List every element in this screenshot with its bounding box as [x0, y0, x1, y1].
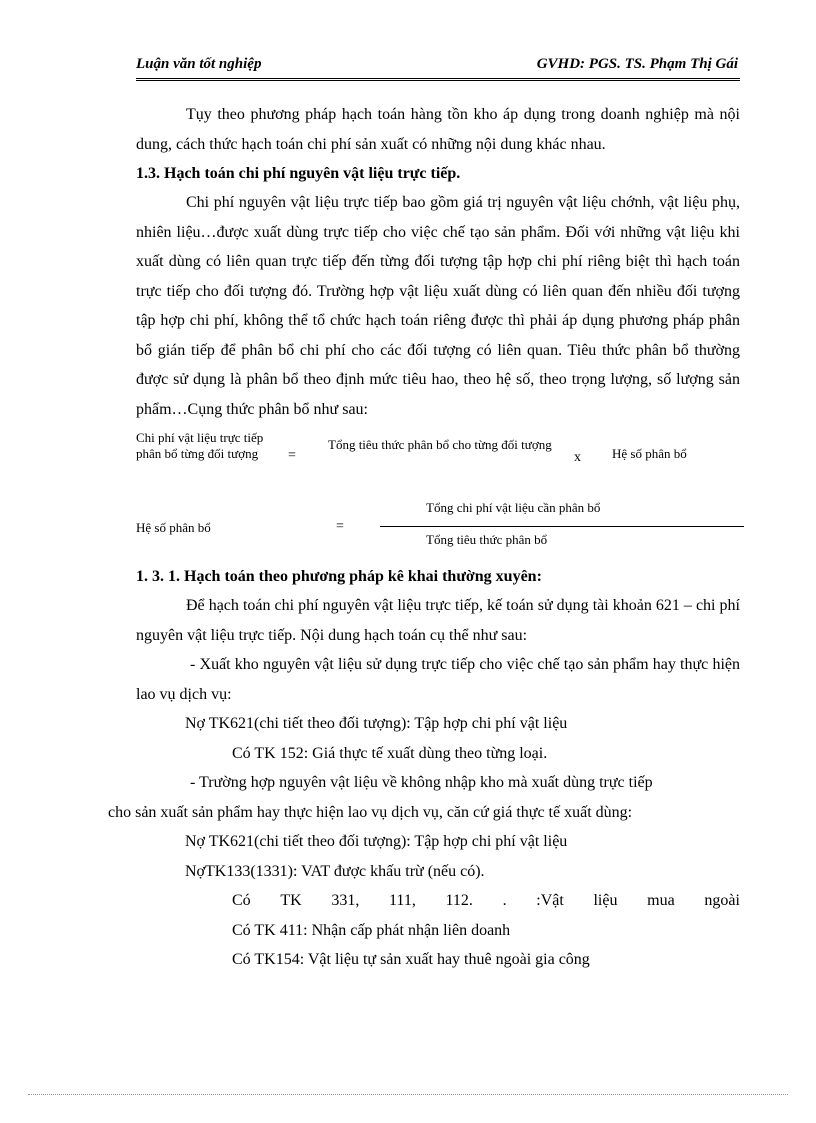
allocation-formula [136, 430, 740, 486]
paragraph-account-621: Để hạch toán chi phí nguyên vật liệu trực tiếp, kế toán sử dụng tài khoản 621 – chi phí nguyên vật liệu trực tiếp. Nội dung hạch toán cụ thể như sau: [136, 597, 740, 644]
section-heading-1-3: 1.3. Hạch toán chi phí nguyên vật liệu trực tiếp. [136, 165, 461, 182]
entry-credit-154: Có TK154: Vật liệu tự sản xuất hay thuê ngoài gia công [232, 951, 590, 968]
formula-coefficient: Hệ số phân bổ [612, 446, 687, 461]
entry-debit-133: NợTK133(1331): VAT được khấu trừ (nếu có). [185, 862, 485, 880]
coefficient-equals: = [336, 519, 344, 534]
credit-word: 112. [445, 892, 473, 909]
entry-debit-621: Nợ TK621(chi tiết theo đối tượng): Tập hợp chi phí vật liệu [185, 715, 568, 732]
credit-word: ngoài [704, 892, 740, 909]
paragraph-material-issue: - Xuất kho nguyên vật liệu sử dụng trực tiếp cho việc chế tạo sản phẩm hay thực hiện lao vụ dịch vụ: [136, 656, 740, 703]
entry-debit-621-b: Nợ TK621(chi tiết theo đối tượng): Tập hợp chi phí vật liệu [185, 833, 568, 850]
section-heading-1-3-1: 1. 3. 1. Hạch toán theo phương pháp kê khai thường xuyên: [136, 568, 542, 585]
header-title: Luận văn tốt nghiệp [136, 56, 262, 72]
credit-word: mua [647, 892, 675, 909]
coefficient-denominator: Tổng tiêu thức phân bổ [426, 532, 548, 547]
fraction-bar [380, 526, 744, 527]
paragraph-direct-use-case: - Trường hợp nguyên vật liệu về không nhập kho mà xuất dùng trực tiếp [190, 774, 653, 791]
entry-credit-411: Có TK 411: Nhận cấp phát nhận liên doanh [232, 921, 511, 939]
formula-criteria: Tổng tiêu thức phân bổ cho từng đối tượng [328, 437, 552, 452]
coefficient-numerator: Tổng chi phí vật liệu cần phân bổ [426, 500, 601, 515]
entry-credit-331 [232, 886, 740, 916]
formula-equals: = [288, 448, 296, 463]
paragraph-direct-material-cost: Chi phí nguyên vật liệu trực tiếp bao gồm giá trị nguyên vật liệu chớnh, vật liệu phụ, nhiên liệu…được xuất dùng trực tiếp cho việc chế tạo sản phẩm. Đối với những vật liệu khi xuất dùng có liên quan trực tiếp đến từng đối tượng tập hợp chi phí riêng biệt thì hạch toán trực tiếp cho đối tượng đó. Trường hợp vật liệu xuất dùng có liên quan đến nhiều đối tượng tập hợp chi phí, không thể tổ chức hạch toán riêng được thì phải áp dụng phương pháp phân bổ gián tiếp để phân bổ chi phí cho các đối tượng có liên quan. Tiêu thức phân bổ thường được sử dụng là phân bổ theo định mức tiêu hao, theo hệ số, theo trọng lượng, số lượng sản phẩm…Cụng thức phân bổ như sau: [136, 194, 740, 418]
formula-allocated-cost: Chi phí vật liệu trực tiếp phân bổ từng đối tượng [136, 430, 264, 461]
coefficient-formula [136, 500, 740, 562]
intro-paragraph: Tụy theo phương pháp hạch toán hàng tồn kho áp dụng trong doanh nghiệp mà nội dung, cách thức hạch toán chi phí sản xuất có những nội dung khác nhau. [136, 106, 740, 153]
page-header [136, 52, 740, 81]
credit-word: :Vật [536, 892, 564, 909]
entry-credit-152: Có TK 152: Giá thực tế xuất dùng theo từng loại. [232, 744, 548, 762]
credit-word: liệu [593, 892, 618, 909]
credit-word: 331, [331, 892, 360, 909]
credit-word: 111, [389, 892, 416, 909]
credit-word: TK [280, 892, 302, 909]
header-advisor: GVHD: PGS. TS. Phạm Thị Gái [536, 56, 738, 72]
footer-divider [28, 1094, 788, 1095]
credit-word: . [502, 892, 507, 909]
formula-times: x [574, 450, 581, 465]
document-body [108, 100, 740, 975]
credit-word: Có [232, 892, 251, 909]
paragraph-direct-use-continued: cho sản xuất sản phẩm hay thực hiện lao vụ dịch vụ, căn cứ giá thực tế xuất dùng: [108, 803, 633, 821]
coefficient-label: Hệ số phân bổ [136, 520, 211, 535]
